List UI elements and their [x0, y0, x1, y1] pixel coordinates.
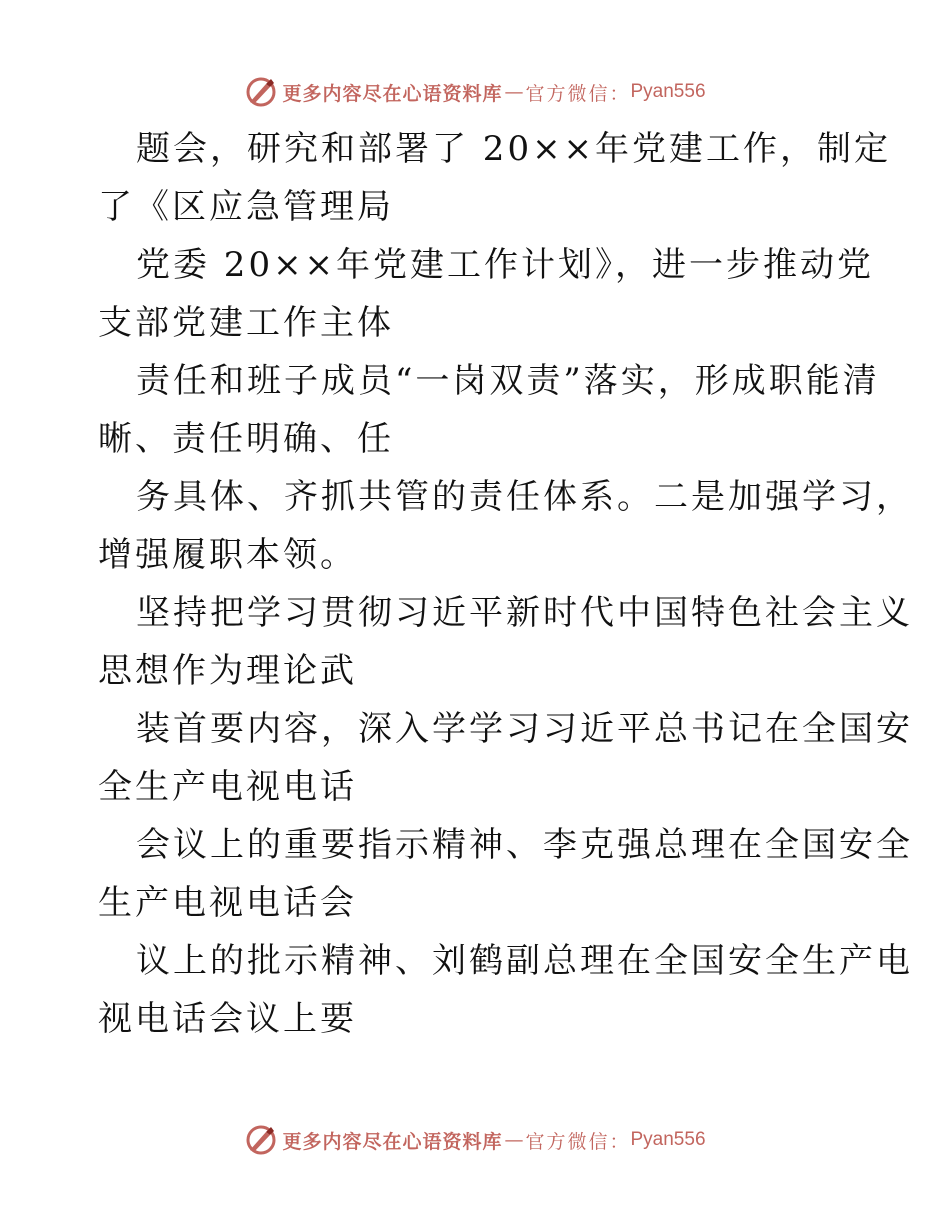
body-line: 视电话会议上要	[98, 999, 357, 1039]
body-line: 思想作为理论武	[98, 651, 357, 691]
body-line: 坚持把学习贯彻习近平新时代中国特色社会主义	[136, 593, 913, 633]
banner-wechat-id: Pyan556	[630, 1129, 706, 1150]
body-line: 晰、责任明确、任	[98, 419, 394, 459]
body-line: 全生产电视电话	[98, 767, 357, 807]
body-line: 党委 20××年党建工作计划》，进一步推动党	[136, 245, 875, 285]
body-line: 务具体、齐抓共管的责任体系。二是加强学习，	[136, 477, 913, 517]
header-banner	[0, 72, 950, 112]
banner-dash: —	[504, 1129, 524, 1151]
body-line: 会议上的重要指示精神、李克强总理在全国安全	[136, 825, 913, 865]
banner-wechat-label: 官方微信：	[525, 82, 631, 105]
body-line: 装首要内容，深入学学习习近平总书记在全国安	[136, 709, 913, 749]
banner-wechat-label: 官方微信：	[525, 1130, 631, 1153]
banner-brand-text: 更多内容尽在心语资料库	[282, 82, 503, 105]
body-line: 支部党建工作主体	[98, 303, 394, 343]
banner-dash: —	[504, 81, 524, 103]
banner-wechat-id: Pyan556	[630, 81, 706, 102]
banner-brand-text: 更多内容尽在心语资料库	[282, 1130, 503, 1153]
pen-circle-logo-icon	[244, 75, 278, 109]
footer-banner	[0, 1120, 950, 1160]
document-body	[98, 120, 913, 1048]
body-line: 议上的批示精神、刘鹤副总理在全国安全生产电	[136, 941, 913, 981]
body-line: 了《区应急管理局	[98, 187, 394, 227]
body-line: 生产电视电话会	[98, 883, 357, 923]
body-line: 增强履职本领。	[98, 535, 357, 575]
body-line: 题会，研究和部署了 20××年党建工作，制定	[136, 129, 892, 169]
body-line: 责任和班子成员“一岗双责”落实，形成职能清	[136, 361, 880, 401]
pen-circle-logo-icon	[244, 1123, 278, 1157]
